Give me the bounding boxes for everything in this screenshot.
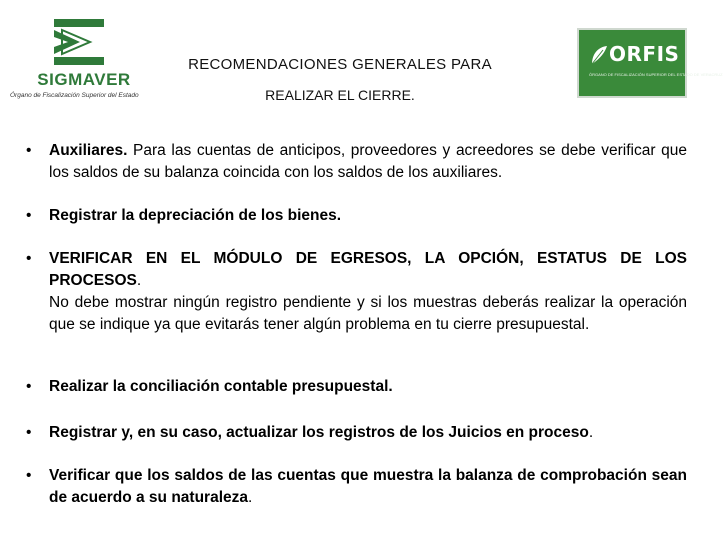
- sigmaver-name: SIGMAVER: [37, 70, 131, 89]
- item-detail: No debe mostrar ningún registro pendiente y si los muestras deberás realizar la operación que se indique ya que evitarás tener algún problema en tu cierre presupuestal.: [49, 294, 687, 333]
- sigma-icon: [50, 16, 110, 68]
- title-line-2: REALIZAR EL CIERRE.: [265, 87, 415, 103]
- bullet: •: [26, 424, 32, 441]
- item-bold-text: Verificar que los saldos de las cuentas que muestra la balanza de comprobación sean de acuerdo a su naturaleza: [49, 467, 687, 506]
- orfis-name: ORFIS: [609, 42, 680, 66]
- sigmaver-subtitle: Órgano de Fiscalización Superior del Estado: [10, 92, 139, 99]
- orfis-logo: [577, 28, 723, 98]
- item-text: Realizar la conciliación contable presupuestal.: [49, 378, 393, 395]
- item-text: [49, 422, 687, 444]
- page-title: [140, 50, 540, 110]
- title-line-1: RECOMENDACIONES GENERALES PARA: [188, 56, 492, 73]
- item-text: Registrar la depreciación de los bienes.: [49, 207, 342, 224]
- item-end: .: [588, 424, 594, 441]
- item-heading-end: .: [136, 272, 142, 289]
- bullet: •: [26, 142, 32, 159]
- bullet: •: [26, 207, 32, 224]
- item-lead: Auxiliares.: [49, 142, 128, 159]
- item-rest: Para las cuentas de anticipos, proveedores y acreedores se debe verificar que los saldos de su balanza coincida con los saldos de los auxiliares.: [49, 142, 687, 181]
- item-end: .: [248, 489, 253, 506]
- orfis-leaf-icon: [589, 44, 609, 66]
- item-text: [49, 465, 687, 509]
- item-text: [49, 248, 687, 336]
- orfis-subtitle: ÓRGANO DE FISCALIZACIÓN SUPERIOR DEL ESTADO DE VERACRUZ: [589, 72, 723, 77]
- item-heading: VERIFICAR EN EL MÓDULO DE EGRESOS, LA OPCIÓN, ESTATUS DE LOS PROCESOS: [49, 250, 687, 289]
- bullet: •: [26, 467, 32, 484]
- item-text: [49, 140, 687, 184]
- bullet: •: [26, 250, 32, 267]
- sigmaver-logo: [10, 12, 160, 100]
- bullet: •: [26, 378, 32, 395]
- item-bold-text: Registrar y, en su caso, actualizar los registros de los Juicios en proceso: [49, 424, 589, 441]
